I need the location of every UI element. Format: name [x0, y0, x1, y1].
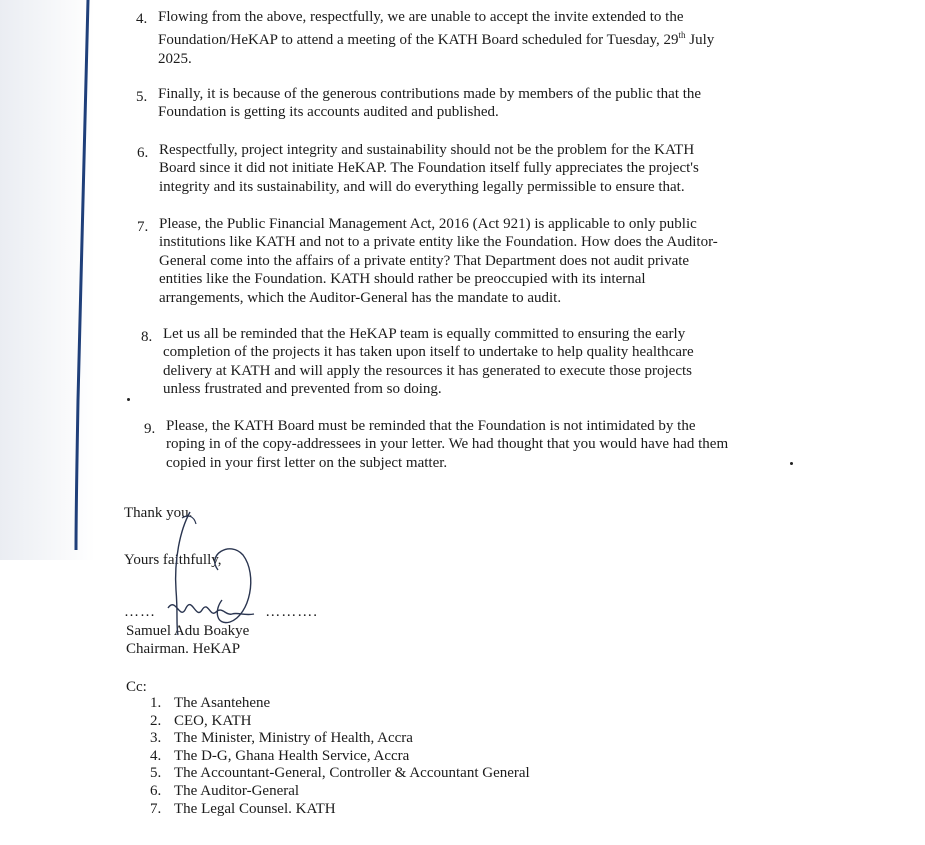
page-edge-shadow: [0, 0, 95, 560]
paragraph-5: [136, 85, 726, 122]
paragraph-number: 4.: [136, 11, 148, 27]
paragraph-6: [137, 141, 727, 196]
paragraph-8: [141, 325, 731, 399]
paragraph-text: Please, the KATH Board must be reminded that the Foundation is not intimidated by the roping in of the copy-addressees in your letter. We had thought that you would have had them copied in your first letter on the subject matter.: [166, 418, 729, 471]
paragraph-text: Finally, it is because of the generous contributions made by members of the public that the Foundation is getting its accounts audited and published.: [158, 86, 702, 121]
paragraph-9: [144, 417, 734, 472]
signatory-name: Samuel Adu Boakye: [126, 623, 250, 639]
closing-thanks: Thank you.: [124, 505, 193, 521]
cc-item: 1. The Asantehene: [150, 695, 271, 711]
paragraph-number: 6.: [137, 145, 149, 161]
paragraph-number: 8.: [141, 329, 153, 345]
cc-item: 5. The Accountant-General, Controller & Accountant General: [150, 765, 530, 782]
paragraph-number: 5.: [136, 89, 148, 105]
valediction: Yours faithfully,: [124, 552, 222, 568]
paragraph-text: Let us all be reminded that the HeKAP team is equally committed to ensuring the early completion of the projects it has taken upon itself to undertake to help quality healthcare delivery at KATH and will apply the resources it has generated to execute those projects unless frustrated and prevented from so doing.: [163, 326, 694, 398]
paragraph-number: 7.: [137, 219, 149, 235]
cc-item: 6. The Auditor-General: [150, 782, 300, 799]
paragraph-text: Please, the Public Financial Management Act, 2016 (Act 921) is applicable to only public institutions like KATH and not to a private entity like the Foundation. How does the Auditor-General come into the affairs of a private entity? That Department does not audit private entities like the Foundation. KATH should rather be preoccupied with its internal arrangements, which the Auditor-General has the mandate to audit.: [159, 216, 718, 306]
cc-item: 4. The D-G, Ghana Health Service, Accra: [150, 747, 410, 764]
cc-list: [150, 695, 530, 818]
paragraph-text: Flowing from the above, respectfully, we are unable to accept the invite extended to the Foundation/HeKAP to attend a meeting of the KATH Board scheduled for Tuesday, 29th July 2025.: [158, 9, 715, 67]
scan-speck: [790, 462, 793, 465]
paragraph-text: Respectfully, project integrity and sustainability should not be the problem for the KATH Board since it did not initiate HeKAP. The Foundation itself fully appreciates the project's integrity and its sustainability, and will do everything legally permissible to ensure that.: [159, 142, 699, 195]
signatory-title: Chairman. HeKAP: [126, 641, 241, 657]
paragraph-number: 9.: [144, 421, 156, 437]
cc-item: 7. The Legal Counsel. KATH: [150, 800, 336, 817]
cc-label: Cc:: [126, 679, 147, 695]
paragraph-4: [136, 8, 726, 68]
paragraph-7: [137, 215, 727, 307]
cc-item: 2. CEO, KATH: [150, 712, 252, 729]
scan-speck: [127, 398, 130, 401]
signature-line: …… ……….: [124, 604, 318, 620]
cc-item: 3. The Minister, Ministry of Health, Accra: [150, 730, 413, 747]
